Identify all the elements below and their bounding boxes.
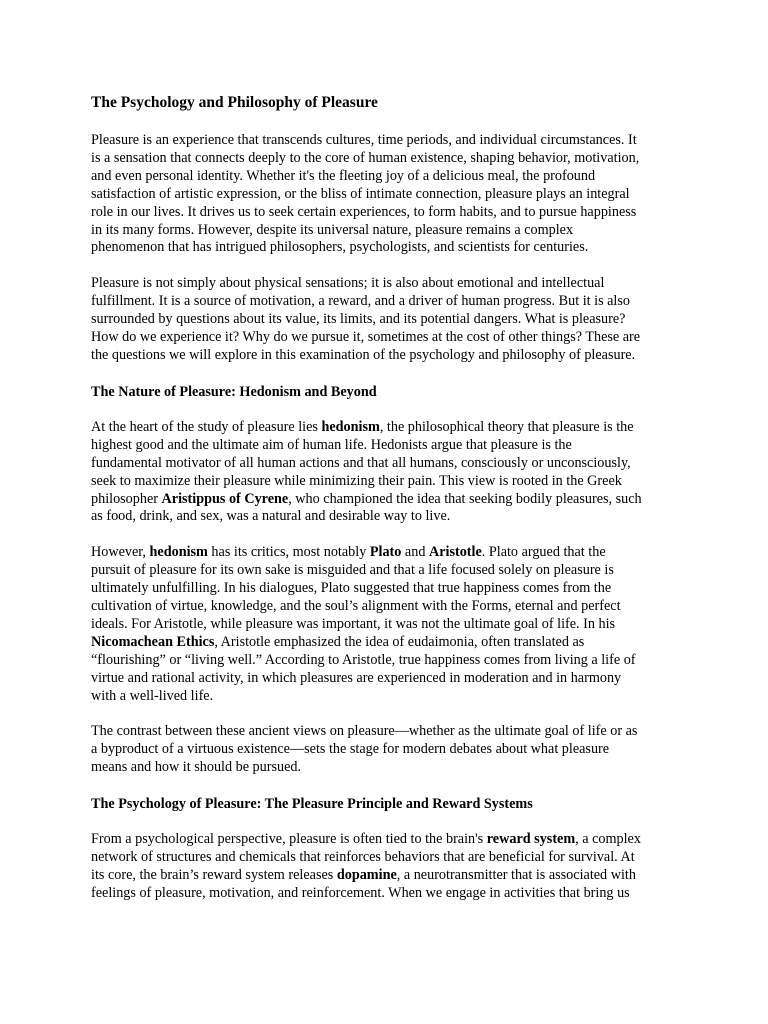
text-line: with a well-lived life. (91, 687, 214, 704)
text-line: network of structures and chemicals that reinforces behaviors that are beneficial for survival. At (91, 849, 635, 866)
paragraph-reward-system (91, 831, 679, 903)
text-run: At the heart of the study of pleasure lies (91, 418, 322, 435)
section-heading-hedonism: The Nature of Pleasure: Hedonism and Beyond (91, 383, 377, 400)
text-line: How do we experience it? Why do we pursue it, sometimes at the cost of other things? These are (91, 329, 641, 346)
text-line: phenomenon that has intrigued philosophers, psychologists, and scientists for centuries. (91, 239, 589, 256)
text-line: virtue and rational activity, in which pleasures are experienced in moderation and in harmony (91, 669, 622, 686)
text-line: feelings of pleasure, motivation, and reinforcement. When we engage in activities that bring us (91, 884, 630, 901)
paragraph-intro (91, 132, 679, 257)
paragraph-critics (91, 544, 679, 705)
paragraph-questions (91, 275, 679, 365)
text-run: , who championed the idea that seeking bodily pleasures, such (288, 490, 642, 507)
text-line (91, 634, 679, 652)
text-line: ultimately unfulfilling. In his dialogues, Plato suggested that true happiness comes from the (91, 580, 612, 597)
bold-term: hedonism (149, 544, 208, 561)
paragraph-contrast (91, 723, 679, 777)
text-run: its core, the brain’s reward system releases (91, 867, 337, 883)
text-line: fulfillment. It is a source of motivation, a reward, and a driver of human progress. But it is also (91, 293, 630, 310)
text-line: pursuit of pleasure for its own sake is misguided and that a life focused solely on pleasure is (91, 562, 614, 579)
bold-term: Aristotle (428, 544, 482, 561)
text-line: is a sensation that connects deeply to the core of human existence, shaping behavior, motivation, (91, 149, 640, 166)
text-line (91, 831, 679, 849)
text-run: However, (91, 544, 150, 561)
text-run: From a psychological perspective, pleasure is often tied to the brain's (91, 831, 487, 848)
text-line: as food, drink, and sex, was a natural and desirable way to live. (91, 508, 451, 525)
document-title: The Psychology and Philosophy of Pleasure (91, 94, 378, 111)
text-run: , a neurotransmitter that is associated with (396, 867, 636, 883)
document-page (91, 94, 679, 921)
text-run: . Plato argued that the (481, 544, 606, 561)
text-line: “flourishing” or “living well.” According to Aristotle, true happiness comes from living a life of (91, 651, 636, 668)
text-run: , a complex (575, 831, 641, 848)
text-line: a byproduct of a virtuous existence—sets the stage for modern debates about what pleasure (91, 741, 610, 758)
text-line: the questions we will explore in this examination of the psychology and philosophy of pleasure. (91, 346, 636, 363)
text-run: philosopher (91, 490, 162, 507)
text-run: , the philosophical theory that pleasure is the (379, 418, 634, 435)
text-line (91, 867, 679, 885)
text-line (91, 491, 679, 509)
text-line (91, 544, 679, 562)
text-line: and even personal identity. Whether it's the fleeting joy of a delicious meal, the profound (91, 167, 596, 184)
bold-term: dopamine (336, 867, 397, 883)
bold-term: reward system (486, 831, 576, 848)
text-line: surrounded by questions about its value, its limits, and its potential dangers. What is pleasure? (91, 311, 626, 328)
text-line: Pleasure is not simply about physical sensations; it is also about emotional and intellectual (91, 275, 605, 292)
text-line: fundamental motivator of all human actions and that all humans, consciously or unconsciously, (91, 454, 631, 471)
text-line (91, 419, 679, 437)
bold-term: Aristippus of Cyrene (161, 490, 289, 507)
text-line: in its many forms. However, despite its universal nature, pleasure remains a complex (91, 221, 574, 238)
bold-term: hedonism (321, 418, 380, 435)
section-heading-psychology: The Psychology of Pleasure: The Pleasure Principle and Reward Systems (91, 796, 533, 813)
text-line: cultivation of virtue, knowledge, and the soul’s alignment with the Forms, eternal and perfect (91, 598, 621, 615)
text-line: ideals. For Aristotle, while pleasure was important, it was not the ultimate goal of life. In his (91, 615, 616, 632)
text-line: means and how it should be pursued. (91, 759, 302, 776)
text-line: The contrast between these ancient views on pleasure—whether as the ultimate goal of life or as (91, 723, 638, 740)
text-line: role in our lives. It drives us to seek certain experiences, to form habits, and to pursue happiness (91, 203, 637, 220)
paragraph-hedonism (91, 419, 679, 526)
text-line: satisfaction of artistic expression, or the bliss of intimate connection, pleasure plays an integral (91, 185, 630, 202)
text-line: Pleasure is an experience that transcends cultures, time periods, and individual circumstances. It (91, 132, 637, 148)
text-line: seek to maximize their pleasure while minimizing their pain. This view is rooted in the Greek (91, 472, 622, 489)
bold-term: Nicomachean Ethics (91, 633, 215, 650)
text-run: and (401, 544, 429, 561)
text-run: has its critics, most notably (207, 544, 370, 561)
bold-term: Plato (369, 544, 402, 561)
text-run: , Aristotle emphasized the idea of eudaimonia, often translated as (214, 633, 585, 650)
text-line: highest good and the ultimate aim of human life. Hedonists argue that pleasure is the (91, 436, 572, 453)
